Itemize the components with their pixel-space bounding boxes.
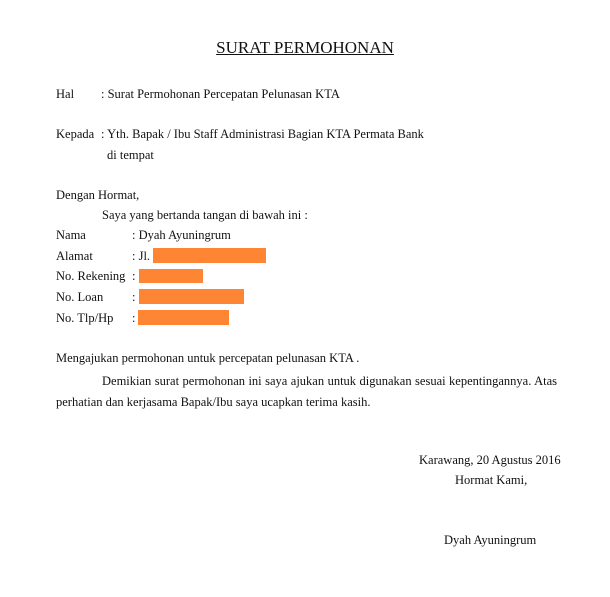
redaction-alamat (153, 248, 266, 263)
field-value-tlp: : (132, 311, 136, 325)
letter-title: SURAT PERMOHONAN (216, 38, 394, 57)
field-label-rekening: No. Rekening (56, 269, 126, 283)
redaction-loan (139, 289, 244, 304)
field-label-nama: Nama (56, 228, 86, 242)
signature-name: Dyah Ayuningrum (444, 533, 537, 547)
field-label-loan: No. Loan (56, 290, 104, 304)
request-text: Mengajukan permohonan untuk percepatan pelunasan KTA . (56, 351, 360, 365)
redaction-tlp (138, 310, 229, 325)
regards: Hormat Kami, (455, 473, 528, 487)
field-value-alamat: : Jl. (132, 249, 151, 263)
field-label-alamat: Alamat (56, 249, 93, 263)
kepada-line2: di tempat (107, 148, 154, 162)
field-value-loan: : (132, 290, 136, 304)
hal-label: Hal (56, 87, 75, 101)
hal-value: : Surat Permohonan Percepatan Pelunasan KTA (101, 87, 340, 101)
redaction-rekening (139, 269, 203, 283)
closing-paragraph: Demikian surat permohonan ini saya ajukan untuk digunakan sesuai kepentingannya. Atas perhatian dan kerjasama Bapak/Ibu saya ucapkan terima kasih. (56, 374, 557, 409)
field-value-nama: : Dyah Ayuningrum (132, 228, 231, 242)
field-label-tlp: No. Tlp/Hp (56, 311, 114, 325)
kepada-label: Kepada (56, 127, 95, 141)
field-value-rekening: : (132, 269, 136, 283)
greeting: Dengan Hormat, (56, 188, 140, 202)
kepada-value: : Yth. Bapak / Ibu Staff Administrasi Bagian KTA Permata Bank (101, 127, 424, 141)
place-date: Karawang, 20 Agustus 2016 (419, 453, 561, 467)
intro: Saya yang bertanda tangan di bawah ini : (102, 208, 308, 222)
